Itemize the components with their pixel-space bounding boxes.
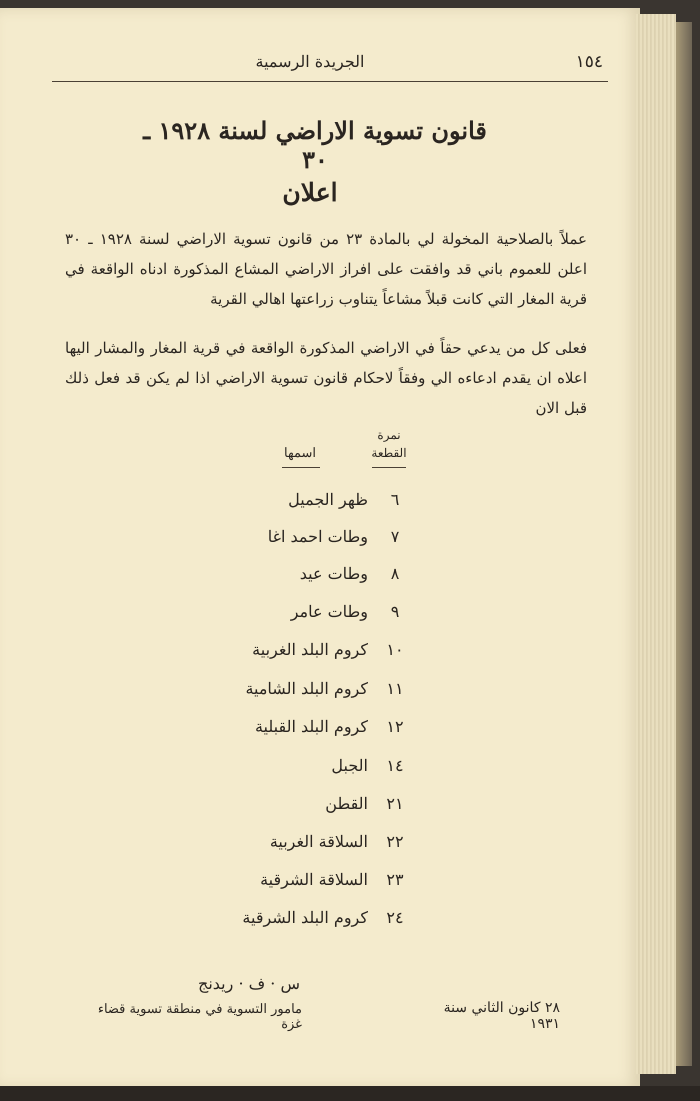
parcel-number: ١٤ [386,756,404,775]
parcel-number: ١٠ [386,640,404,659]
column-header-parcel-name: اسمها [284,446,316,461]
book-spine-edge [676,22,692,1066]
table-row [250,490,420,516]
table-row [250,870,420,896]
parcel-name: كروم البلد الشامية [245,679,368,698]
parcel-name: كروم البلد القبلية [254,717,368,736]
parcel-name: وطات عامر [290,602,368,621]
signatory-title: مامور التسوية في منطقة تسوية قضاء غزة [97,1002,302,1032]
table-row [250,756,420,782]
table-row [250,527,420,553]
table-row [250,794,420,820]
table-row [245,679,420,705]
parcel-number: ١٢ [386,717,404,736]
parcel-name: وطات احمد اغا [267,527,368,546]
notice-paragraph-2: فعلى كل من يدعي حقاً في الاراضي المذكورة الواقعة في قرية المغار والمشار اليها اعلاه ان يقدم ادعاءه الي وفقاً لاحكام قانون تسوية الاراضي اذا لم يكن قد فعل ذلك قبل الان [65,339,587,417]
column-header-parcel-number: نمرة القطعة [371,428,407,460]
header-rule [52,81,608,82]
column-header-rule [372,467,406,468]
parcel-number: ٧ [390,527,400,546]
book-bottom-edge [0,1086,700,1101]
parcel-number: ٢١ [386,794,404,813]
table-row [250,832,420,858]
parcel-number: ٢٢ [386,832,404,851]
page-stack-edges [636,14,676,1074]
table-row [250,602,420,628]
parcel-name: ظهر الجميل [288,490,368,509]
table-row [250,564,420,590]
gazette-page [0,8,640,1088]
parcel-name: القطن [325,794,368,813]
parcel-number: ٢٣ [386,870,404,889]
parcel-name: كروم البلد الغربية [252,640,368,659]
parcel-name: الجبل [331,756,368,775]
notice-paragraph-1: عملاً بالصلاحية المخولة لي بالمادة ٢٣ من قانون تسوية الاراضي لسنة ١٩٢٨ ـ ٣٠ اعلن للعموم باني قد وافقت على افراز الاراضي المشاع المذكورة ادناه الواقعة في قرية المغار التي كانت قبلاً مشاعاً يتناوب زراعتها اهالي القرية [65,230,587,308]
law-title: قانون تسوية الاراضي لسنة ١٩٢٨ ـ ٣٠ [143,116,487,174]
gazette-name: الجريدة الرسمية [255,52,365,71]
signatory-name: س · ف · ريدنج [198,974,300,993]
notice-title: اعلان [282,178,338,207]
parcel-number: ١١ [386,679,404,698]
table-row [242,908,420,934]
parcel-number: ٦ [390,490,400,509]
parcel-name: كروم البلد الشرقية [242,908,368,927]
parcel-number: ٨ [390,564,400,583]
table-row [250,717,420,743]
table-row [250,640,420,666]
parcel-name: السلاقة الشرقية [260,870,368,889]
notice-date: ٢٨ كانون الثاني سنة ١٩٣١ [443,1000,560,1032]
parcel-number: ٩ [390,602,400,621]
page-number: ١٥٤ [575,52,603,72]
column-header-rule [282,467,320,468]
parcel-name: وطات عيد [299,564,368,583]
parcel-number: ٢٤ [386,908,404,927]
parcel-name: السلاقة الغربية [269,832,368,851]
